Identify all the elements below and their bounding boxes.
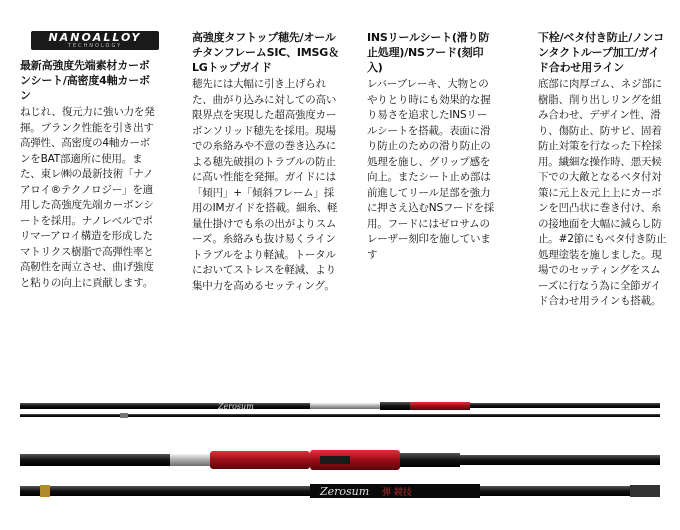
feature-heading: 最新高強度先端素材カーボンシート/高密度4軸カーボン (20, 59, 150, 102)
rod-brand-script: Zerosum (320, 485, 370, 498)
logo-main-text: NANOALLOY (48, 31, 142, 44)
svg-text:Zerosum: Zerosum (218, 402, 254, 411)
feature-column-tip (192, 30, 342, 294)
feature-heading: 下栓/ベタ付き防止/ノンコンタクトループ加工/ガイド合わせ用ライン (538, 31, 664, 74)
feature-body: ねじれ、復元力に強い力を発揮。ブランク性能を引き出す高弾性、高密度の4軸カーボンをBAT部適所に使用。また、東レ㈱の最新技術「ナノアロイ®テクノロジー」を適用した高強度先端カーボンシートを採用。ナノレベルでポリマーアロイ構造を形成したマトリクス樹脂で高弾性率と高靭性を両立させ、曲げ強度と粘りの向上に貢献します。 (20, 106, 155, 289)
rod-image-1 (20, 398, 660, 420)
rod-image-2 (20, 448, 660, 472)
rod-image-3 (20, 480, 660, 502)
feature-heading: 高強度タフトップ穂先/オールチタンフレームSIC、IMSG＆LGトップガイド (192, 31, 339, 74)
feature-body: 穂先には大幅に引き上げられた、曲がり込みに対しての高い限界点を実現した超高強度カーボンソリッド穂先を採用。現場での糸絡みや不意の巻き込みによる穂先破損のトラブルの防止に高い性能を発揮。ガイドには「傾円」+「傾斜フレーム」採用のIMガイドを搭載。細糸、軽量仕掛けでも糸の出がよりスムーズ。糸絡みも抜け易くライントラブルをより軽減。トータルにおいてストレスを軽減、より集中力を高めるセッティング。 (192, 78, 338, 292)
feature-column-buttcap (538, 30, 668, 310)
feature-column-reelseat (367, 30, 497, 263)
rod-model-text: 弾 競技 (382, 488, 412, 498)
logo-sub-text: TECHNOLOGY (67, 43, 123, 49)
feature-body: レバーブレーキ、大物とのやりとり時にも効果的な握り易さを追求したINSリールシートを搭載。表面に滑り防止のための滑り防止の処理を施し、グリップ感を向上。またシート止め部は前進してリール足部を強力に押さえ込むNSフードを採用。フードにはゼロサムのレーザー刻印を施しています (367, 78, 495, 261)
feature-heading: INSリールシート(滑り防止処理)/NSフード(刻印入) (367, 31, 490, 74)
feature-body: 底部に肉厚ゴム、ネジ部に樹脂、削り出しリングを組み合わせ、デザイン性、滑り、傷防止、防サビ、固着防止対策を行なった下栓採用。繊細な操作時、悪天候下での大敵となるベタ付対策に元上＆元上上にカーボンを凹凸状に巻き付け、糸の接地面を大幅に減らし防止。#2節にもベタ付き防止処理塗装を施しました。現場でのセッティングをスムーズに行なう為に全節ガイド合わせ用ラインも搭載。 (538, 78, 667, 307)
feature-column-carbon (20, 58, 160, 291)
nanoalloy-logo (31, 31, 159, 50)
